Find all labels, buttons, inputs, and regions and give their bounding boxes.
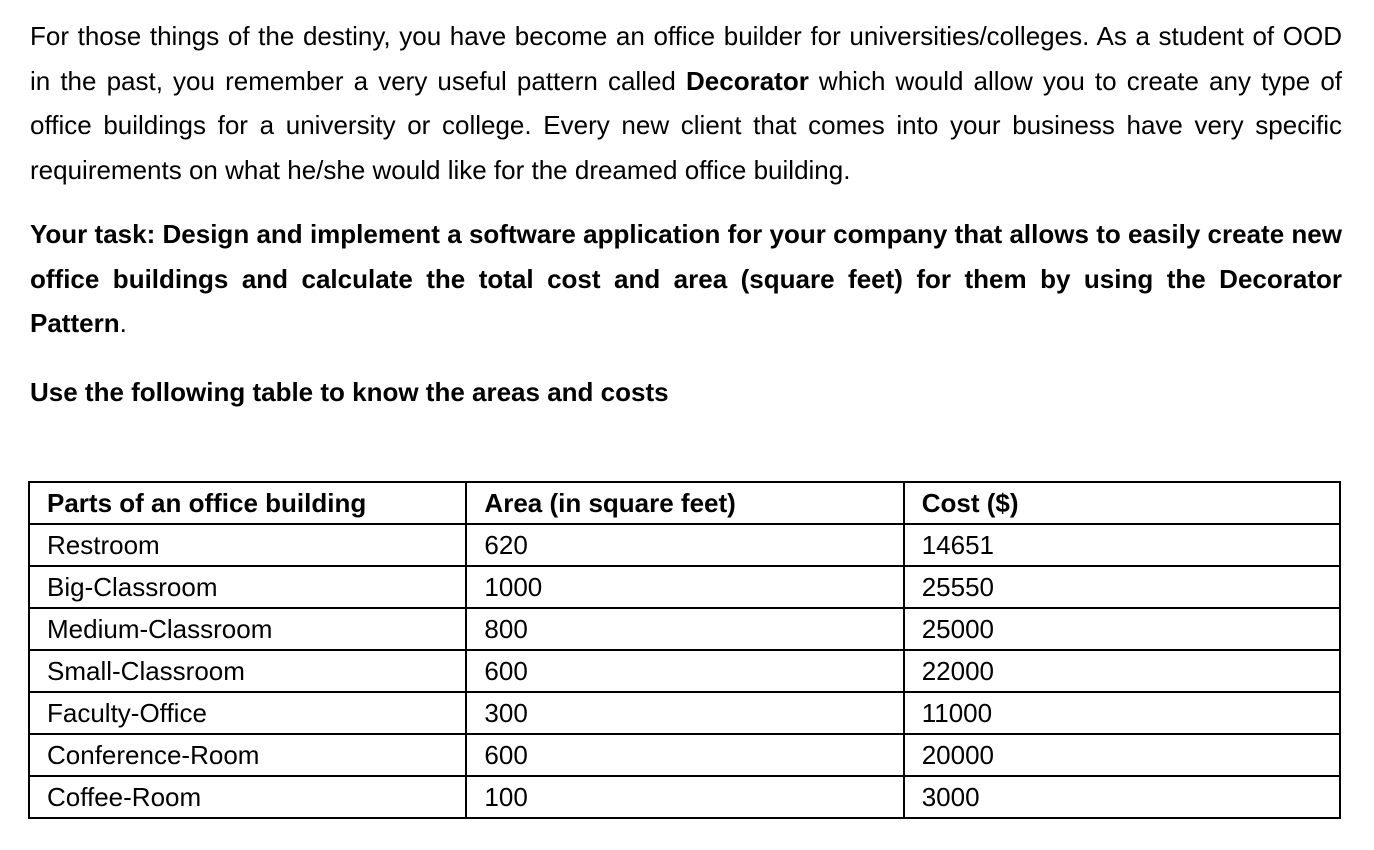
cell-area: 800	[466, 608, 903, 650]
cell-part: Conference-Room	[29, 734, 466, 776]
cell-area: 300	[466, 692, 903, 734]
cell-part: Coffee-Room	[29, 776, 466, 818]
intro-text-before: For those things of the destiny, you have become an office builder for universities/colleges. As a student of OOD in the past, you remember a very useful pattern called	[30, 21, 1342, 96]
document-body	[30, 14, 1342, 412]
cell-part: Faculty-Office	[29, 692, 466, 734]
cell-cost: 20000	[904, 734, 1340, 776]
cell-part: Big-Classroom	[29, 566, 466, 608]
cell-area: 100	[466, 776, 903, 818]
table-row	[29, 650, 1340, 692]
table-row	[29, 608, 1340, 650]
cell-cost: 11000	[904, 692, 1340, 734]
cell-area: 600	[466, 734, 903, 776]
cell-cost: 3000	[904, 776, 1340, 818]
table-header-row	[29, 482, 1340, 524]
cell-cost: 22000	[904, 650, 1340, 692]
cell-area: 620	[466, 524, 903, 566]
intro-text-after: which would allow you to create any type of office buildings for a university or college. Every new client that comes into your business have very specific requirements on what he/she would like for the dreamed office building.	[30, 65, 1343, 185]
cell-cost: 25000	[904, 608, 1340, 650]
decorator-term: Decorator	[686, 65, 809, 96]
column-header-part: Parts of an office building	[29, 482, 466, 524]
cell-area: 1000	[466, 566, 903, 608]
column-header-area: Area (in square feet)	[466, 482, 903, 524]
table-row	[29, 524, 1340, 566]
cell-part: Medium-Classroom	[29, 608, 466, 650]
table-intro-heading: Use the following table to know the areas and costs	[30, 376, 669, 407]
cell-area: 600	[466, 650, 903, 692]
cell-cost: 14651	[904, 524, 1340, 566]
intro-paragraph	[30, 14, 1342, 192]
task-end-punct: .	[119, 308, 127, 338]
cell-part: Restroom	[29, 524, 466, 566]
cell-cost: 25550	[904, 566, 1340, 608]
task-text: Your task: Design and implement a software application for your company that allows to easily create new office buildings and calculate the total cost and area (square feet) for them by using the Decorator Pattern	[30, 219, 1342, 338]
task-paragraph	[30, 212, 1342, 346]
cell-part: Small-Classroom	[29, 650, 466, 692]
table-row	[29, 566, 1340, 608]
table-row	[29, 692, 1340, 734]
table-row	[29, 776, 1340, 818]
areas-costs-table	[28, 481, 1341, 819]
table-row	[29, 734, 1340, 776]
column-header-cost: Cost ($)	[904, 482, 1340, 524]
